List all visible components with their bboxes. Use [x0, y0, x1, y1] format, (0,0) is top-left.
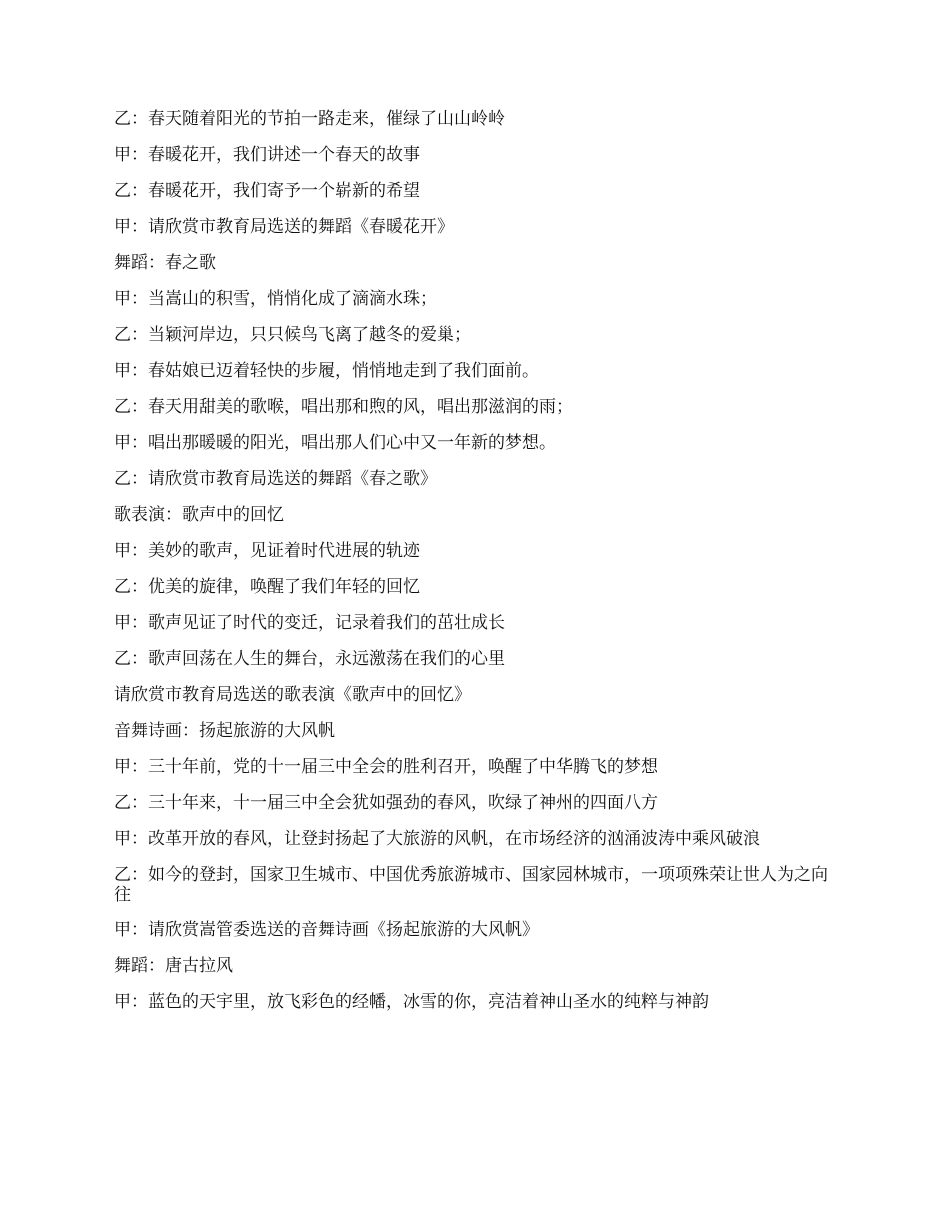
text-line: 甲：蓝色的天宇里，放飞彩色的经幡，冰雪的你，亮洁着神山圣水的纯粹与神韵: [114, 992, 709, 1012]
text-line: 甲：三十年前，党的十一届三中全会的胜利召开，唤醒了中华腾飞的梦想: [114, 757, 658, 777]
section-heading: 音舞诗画：扬起旅游的大风帆: [114, 721, 335, 741]
text-line: 乙：如今的登封，国家卫生城市、中国优秀旅游城市、国家园林城市，一项项殊荣让世人为之向往: [114, 865, 828, 905]
text-line: 甲：当嵩山的积雪，悄悄化成了滴滴水珠；: [114, 289, 437, 309]
text-line: 乙：请欣赏市教育局选送的舞蹈《春之歌》: [114, 469, 437, 489]
text-line: 甲：歌声见证了时代的变迁，记录着我们的茁壮成长: [114, 613, 505, 633]
text-line: 甲：唱出那暖暖的阳光，唱出那人们心中又一年新的梦想。: [114, 433, 556, 453]
text-line: 甲：请欣赏嵩管委选送的音舞诗画《扬起旅游的大风帆》: [114, 920, 539, 940]
text-line: 甲：改革开放的春风，让登封扬起了大旅游的风帆，在市场经济的汹涌波涛中乘风破浪: [114, 829, 760, 849]
text-line: 乙：当颖河岸边，只只候鸟飞离了越冬的爱巢；: [114, 325, 471, 345]
text-line: 乙：春天随着阳光的节拍一路走来，催绿了山山岭岭: [114, 109, 505, 129]
section-heading: 舞蹈：春之歌: [114, 253, 216, 273]
text-line: 乙：春暖花开，我们寄予一个崭新的希望: [114, 181, 420, 201]
text-line: 甲：春暖花开，我们讲述一个春天的故事: [114, 145, 420, 165]
text-line: 乙：优美的旋律，唤醒了我们年轻的回忆: [114, 577, 420, 597]
section-heading: 舞蹈：唐古拉风: [114, 956, 233, 976]
text-line: 乙：歌声回荡在人生的舞台，永远激荡在我们的心里: [114, 649, 505, 669]
text-line: 乙：三十年来，十一届三中全会犹如强劲的春风，吹绿了神州的四面八方: [114, 793, 658, 813]
text-line: 甲：春姑娘已迈着轻快的步履，悄悄地走到了我们面前。: [114, 361, 539, 381]
text-line: 乙：春天用甜美的歌喉，唱出那和煦的风，唱出那滋润的雨；: [114, 397, 573, 417]
section-heading: 歌表演：歌声中的回忆: [114, 505, 284, 525]
text-line: 请欣赏市教育局选送的歌表演《歌声中的回忆》: [114, 685, 471, 705]
text-line: 甲：请欣赏市教育局选送的舞蹈《春暖花开》: [114, 217, 454, 237]
document-body: [114, 109, 844, 1028]
text-line: 甲：美妙的歌声，见证着时代进展的轨迹: [114, 541, 420, 561]
